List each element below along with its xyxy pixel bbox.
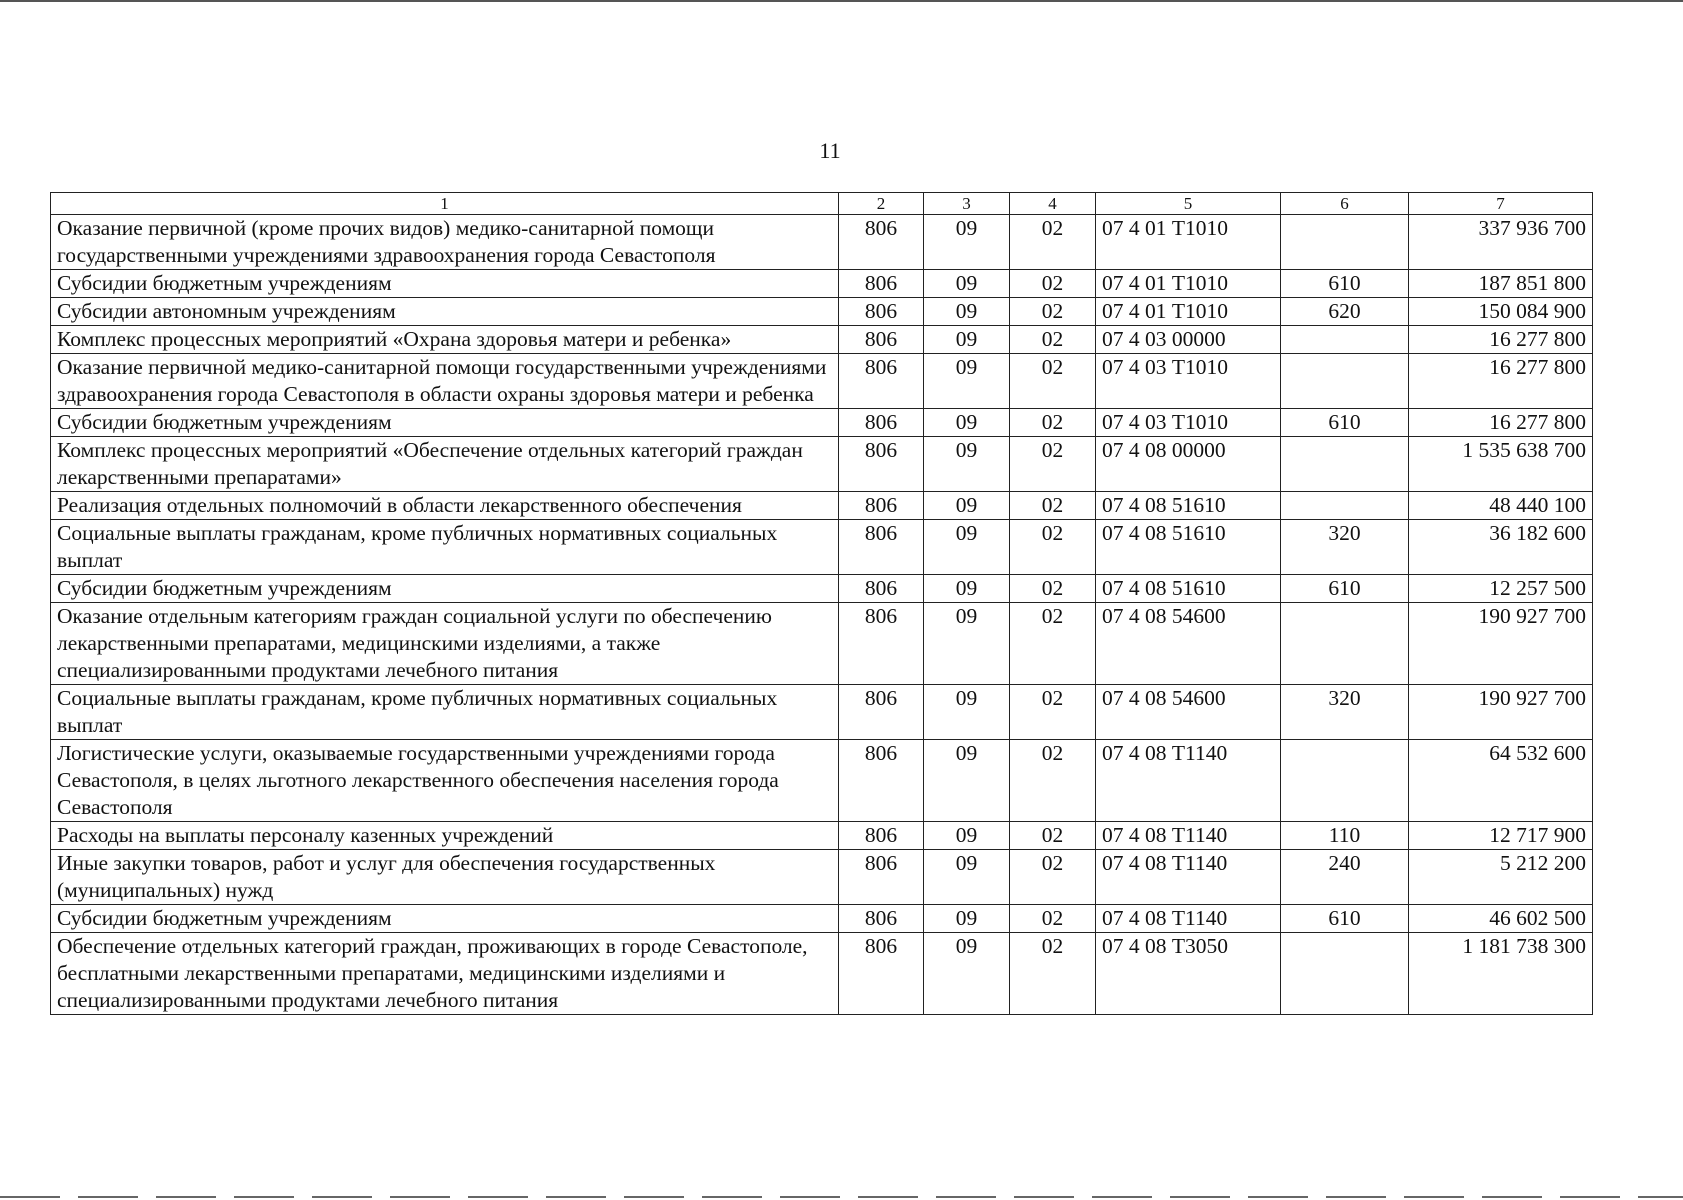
- expense-type-cell: 320: [1281, 685, 1409, 740]
- code-subsection-cell: 02: [1010, 215, 1096, 270]
- code-subsection-cell: 02: [1010, 409, 1096, 437]
- code-section-cell: 09: [924, 409, 1010, 437]
- row-name-cell: Субсидии бюджетным учреждениям: [51, 905, 839, 933]
- table-row: [51, 437, 1593, 492]
- target-article-cell: 07 4 01 Т1010: [1096, 298, 1281, 326]
- code-subsection-cell: 02: [1010, 933, 1096, 1015]
- amount-cell: 12 717 900: [1409, 822, 1593, 850]
- row-name-cell: Расходы на выплаты персоналу казенных учреждений: [51, 822, 839, 850]
- table-row: [51, 603, 1593, 685]
- table-row: [51, 575, 1593, 603]
- expense-type-cell: 110: [1281, 822, 1409, 850]
- column-header-5: 5: [1096, 193, 1281, 215]
- table-header-row: [51, 193, 1593, 215]
- amount-cell: 337 936 700: [1409, 215, 1593, 270]
- amount-cell: 1 535 638 700: [1409, 437, 1593, 492]
- code-ministry-cell: 806: [839, 326, 924, 354]
- row-name-cell: Обеспечение отдельных категорий граждан, проживающих в городе Севастополе, бесплатными лекарственными препаратами, медицинскими изделиями и специализированными продуктами лечебного питания: [51, 933, 839, 1015]
- amount-cell: 187 851 800: [1409, 270, 1593, 298]
- code-subsection-cell: 02: [1010, 520, 1096, 575]
- row-name-cell: Комплекс процессных мероприятий «Охрана здоровья матери и ребенка»: [51, 326, 839, 354]
- bottom-scan-edge: [0, 1196, 1683, 1198]
- amount-cell: 16 277 800: [1409, 354, 1593, 409]
- code-ministry-cell: 806: [839, 520, 924, 575]
- expense-type-cell: 620: [1281, 298, 1409, 326]
- table-row: [51, 685, 1593, 740]
- expense-type-cell: [1281, 492, 1409, 520]
- column-header-6: 6: [1281, 193, 1409, 215]
- column-header-3: 3: [924, 193, 1010, 215]
- code-ministry-cell: 806: [839, 933, 924, 1015]
- code-subsection-cell: 02: [1010, 354, 1096, 409]
- target-article-cell: 07 4 08 Т1140: [1096, 822, 1281, 850]
- row-name-cell: Оказание первичной медико-санитарной помощи государственными учреждениями здравоохранения города Севастополя в области охраны здоровья матери и ребенка: [51, 354, 839, 409]
- code-subsection-cell: 02: [1010, 326, 1096, 354]
- amount-cell: 64 532 600: [1409, 740, 1593, 822]
- target-article-cell: 07 4 08 51610: [1096, 492, 1281, 520]
- code-subsection-cell: 02: [1010, 437, 1096, 492]
- target-article-cell: 07 4 08 Т1140: [1096, 740, 1281, 822]
- table-row: [51, 822, 1593, 850]
- column-header-4: 4: [1010, 193, 1096, 215]
- code-section-cell: 09: [924, 270, 1010, 298]
- row-name-cell: Логистические услуги, оказываемые государственными учреждениями города Севастополя, в целях льготного лекарственного обеспечения населения города Севастополя: [51, 740, 839, 822]
- target-article-cell: 07 4 03 00000: [1096, 326, 1281, 354]
- target-article-cell: 07 4 08 54600: [1096, 685, 1281, 740]
- table-row: [51, 298, 1593, 326]
- target-article-cell: 07 4 08 Т1140: [1096, 850, 1281, 905]
- amount-cell: 48 440 100: [1409, 492, 1593, 520]
- expense-type-cell: 610: [1281, 409, 1409, 437]
- expense-type-cell: [1281, 354, 1409, 409]
- code-section-cell: 09: [924, 354, 1010, 409]
- code-section-cell: 09: [924, 437, 1010, 492]
- target-article-cell: 07 4 01 Т1010: [1096, 215, 1281, 270]
- amount-cell: 36 182 600: [1409, 520, 1593, 575]
- target-article-cell: 07 4 03 Т1010: [1096, 409, 1281, 437]
- expense-type-cell: [1281, 215, 1409, 270]
- amount-cell: 150 084 900: [1409, 298, 1593, 326]
- expense-type-cell: 240: [1281, 850, 1409, 905]
- table-row: [51, 905, 1593, 933]
- code-subsection-cell: 02: [1010, 492, 1096, 520]
- code-section-cell: 09: [924, 685, 1010, 740]
- page-number: 11: [819, 138, 841, 163]
- column-header-7: 7: [1409, 193, 1593, 215]
- code-ministry-cell: 806: [839, 575, 924, 603]
- expense-type-cell: [1281, 437, 1409, 492]
- row-name-cell: Оказание отдельным категориям граждан социальной услуги по обеспечению лекарственными препаратами, медицинскими изделиями, а также специализированными продуктами лечебного питания: [51, 603, 839, 685]
- target-article-cell: 07 4 08 54600: [1096, 603, 1281, 685]
- target-article-cell: 07 4 08 51610: [1096, 520, 1281, 575]
- row-name-cell: Комплекс процессных мероприятий «Обеспечение отдельных категорий граждан лекарственными препаратами»: [51, 437, 839, 492]
- table-row: [51, 326, 1593, 354]
- table-row: [51, 492, 1593, 520]
- code-section-cell: 09: [924, 215, 1010, 270]
- code-ministry-cell: 806: [839, 437, 924, 492]
- amount-cell: 5 212 200: [1409, 850, 1593, 905]
- code-subsection-cell: 02: [1010, 905, 1096, 933]
- table-body: [51, 215, 1593, 1015]
- expense-type-cell: [1281, 603, 1409, 685]
- code-ministry-cell: 806: [839, 492, 924, 520]
- code-ministry-cell: 806: [839, 850, 924, 905]
- table-row: [51, 933, 1593, 1015]
- expense-type-cell: 610: [1281, 575, 1409, 603]
- expense-type-cell: 610: [1281, 905, 1409, 933]
- code-ministry-cell: 806: [839, 905, 924, 933]
- target-article-cell: 07 4 08 Т1140: [1096, 905, 1281, 933]
- code-ministry-cell: 806: [839, 603, 924, 685]
- column-header-2: 2: [839, 193, 924, 215]
- code-subsection-cell: 02: [1010, 270, 1096, 298]
- code-ministry-cell: 806: [839, 354, 924, 409]
- row-name-cell: Реализация отдельных полномочий в области лекарственного обеспечения: [51, 492, 839, 520]
- budget-table: [50, 192, 1593, 1015]
- code-subsection-cell: 02: [1010, 685, 1096, 740]
- code-section-cell: 09: [924, 933, 1010, 1015]
- table-row: [51, 270, 1593, 298]
- row-name-cell: Субсидии бюджетным учреждениям: [51, 575, 839, 603]
- code-ministry-cell: 806: [839, 270, 924, 298]
- code-ministry-cell: 806: [839, 740, 924, 822]
- table-row: [51, 215, 1593, 270]
- code-section-cell: 09: [924, 298, 1010, 326]
- code-section-cell: 09: [924, 575, 1010, 603]
- expense-type-cell: 320: [1281, 520, 1409, 575]
- amount-cell: 190 927 700: [1409, 603, 1593, 685]
- row-name-cell: Субсидии бюджетным учреждениям: [51, 270, 839, 298]
- code-section-cell: 09: [924, 520, 1010, 575]
- amount-cell: 46 602 500: [1409, 905, 1593, 933]
- row-name-cell: Оказание первичной (кроме прочих видов) медико-санитарной помощи государственными учреждениями здравоохранения города Севастополя: [51, 215, 839, 270]
- target-article-cell: 07 4 01 Т1010: [1096, 270, 1281, 298]
- code-ministry-cell: 806: [839, 822, 924, 850]
- target-article-cell: 07 4 08 00000: [1096, 437, 1281, 492]
- code-ministry-cell: 806: [839, 685, 924, 740]
- code-ministry-cell: 806: [839, 409, 924, 437]
- row-name-cell: Субсидии автономным учреждениям: [51, 298, 839, 326]
- code-subsection-cell: 02: [1010, 298, 1096, 326]
- row-name-cell: Субсидии бюджетным учреждениям: [51, 409, 839, 437]
- code-section-cell: 09: [924, 905, 1010, 933]
- table-row: [51, 354, 1593, 409]
- row-name-cell: Иные закупки товаров, работ и услуг для обеспечения государственных (муниципальных) нужд: [51, 850, 839, 905]
- code-subsection-cell: 02: [1010, 575, 1096, 603]
- row-name-cell: Социальные выплаты гражданам, кроме публичных нормативных социальных выплат: [51, 520, 839, 575]
- column-header-1: 1: [51, 193, 839, 215]
- code-subsection-cell: 02: [1010, 850, 1096, 905]
- code-section-cell: 09: [924, 326, 1010, 354]
- expense-type-cell: [1281, 326, 1409, 354]
- target-article-cell: 07 4 08 51610: [1096, 575, 1281, 603]
- amount-cell: 1 181 738 300: [1409, 933, 1593, 1015]
- expense-type-cell: [1281, 933, 1409, 1015]
- code-subsection-cell: 02: [1010, 740, 1096, 822]
- amount-cell: 16 277 800: [1409, 409, 1593, 437]
- top-scan-edge: [0, 0, 1683, 2]
- table-row: [51, 740, 1593, 822]
- table-row: [51, 850, 1593, 905]
- expense-type-cell: [1281, 740, 1409, 822]
- code-ministry-cell: 806: [839, 298, 924, 326]
- code-section-cell: 09: [924, 822, 1010, 850]
- table-row: [51, 520, 1593, 575]
- code-subsection-cell: 02: [1010, 822, 1096, 850]
- target-article-cell: 07 4 03 Т1010: [1096, 354, 1281, 409]
- code-ministry-cell: 806: [839, 215, 924, 270]
- amount-cell: 190 927 700: [1409, 685, 1593, 740]
- code-subsection-cell: 02: [1010, 603, 1096, 685]
- amount-cell: 12 257 500: [1409, 575, 1593, 603]
- amount-cell: 16 277 800: [1409, 326, 1593, 354]
- table-row: [51, 409, 1593, 437]
- code-section-cell: 09: [924, 603, 1010, 685]
- code-section-cell: 09: [924, 492, 1010, 520]
- target-article-cell: 07 4 08 Т3050: [1096, 933, 1281, 1015]
- code-section-cell: 09: [924, 740, 1010, 822]
- expense-type-cell: 610: [1281, 270, 1409, 298]
- code-section-cell: 09: [924, 850, 1010, 905]
- row-name-cell: Социальные выплаты гражданам, кроме публичных нормативных социальных выплат: [51, 685, 839, 740]
